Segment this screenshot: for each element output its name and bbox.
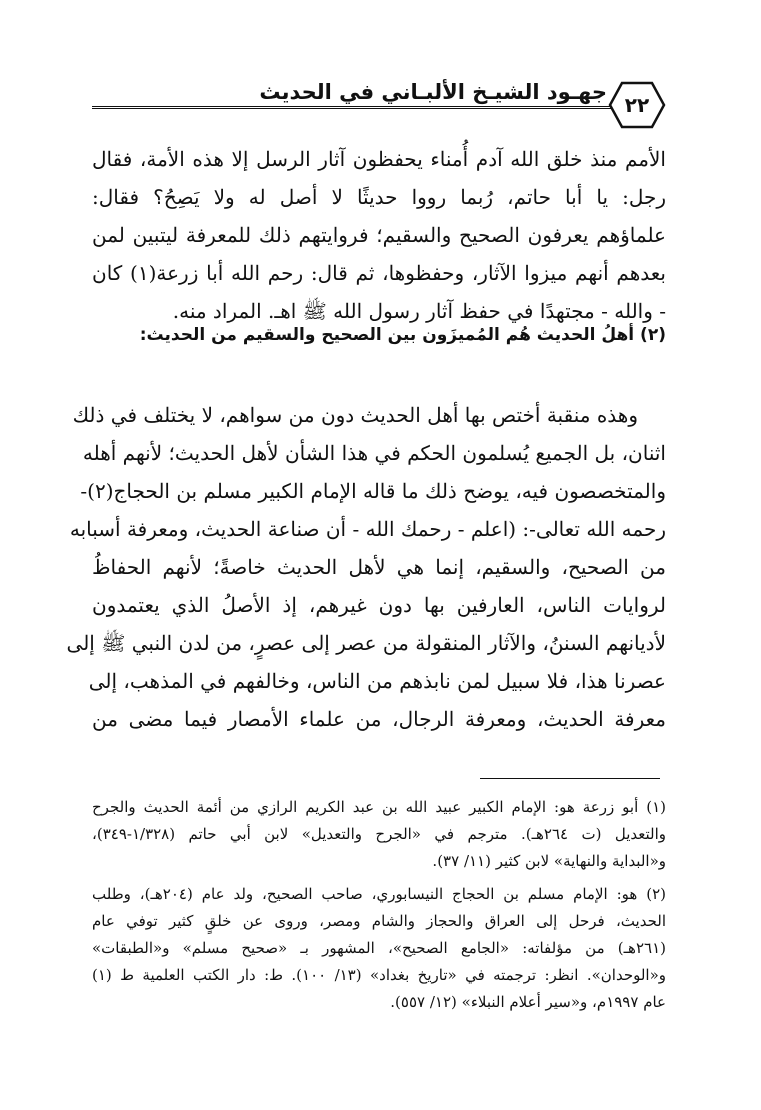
page-number: ٢٢	[624, 93, 650, 117]
paragraph-line: عصرنا هذا، فلا سبيل لمن نابذهم من الناس، وخالفهم في المذهب، إلى	[88, 669, 666, 693]
paragraph-line: من الصحيح، والسقيم، إنما هي لأهل الحديث خاصةً؛ لأنهم الحفاظُ	[92, 555, 666, 579]
paragraph-line: وهذه منقبة أختص بها أهل الحديث دون من سواهم، لا يختلف في ذلك	[72, 403, 638, 427]
paragraph-line: - والله - مجتهدًا في حفظ آثار رسول الله ﷺ اهـ. المراد منه.	[172, 299, 666, 323]
paragraph-line: علماؤهم يعرفون الصحيح والسقيم؛ فروايتهم ذلك للمعرفة ليتبين لمن	[92, 223, 666, 247]
footnotes	[92, 794, 666, 1016]
footnote-line: و«البداية والنهاية» لابن كثير (١١/ ٣٧).	[432, 852, 666, 870]
header-rule	[92, 106, 612, 109]
paragraph-line: لروايات الناس، العارفين بها دون غيرهم، إذ الأصلُ الذي يعتمدون	[92, 593, 666, 617]
footnote-2	[92, 881, 666, 1016]
page-number-badge	[608, 80, 666, 130]
footnote-line: (٢) هو: الإمام مسلم بن الحجاج النيسابوري، صاحب الصحيح، ولد عام (٢٠٤هـ)، وطلب	[92, 885, 666, 903]
paragraph-line: لأديانهم السننُ، والآثار المنقولة من عصر إلى عصرٍ، من لدن النبي ﷺ إلى	[66, 631, 666, 655]
footnote-line: الحديث، فرحل إلى العراق والحجاز والشام ومصر، وروى عن خلقٍ كثير توفي عام	[92, 912, 666, 930]
footnote-1	[92, 794, 666, 875]
paragraph-2	[66, 396, 666, 738]
footnote-separator	[480, 778, 660, 779]
paragraph-line: بعدهم أنهم ميزوا الآثار، وحفظوها، ثم قال: رحم الله أبا زرعة(١) كان	[92, 261, 666, 285]
paragraph-line: رحمه الله تعالى-: (اعلم - رحمك الله - أن صناعة الحديث، ومعرفة أسبابه	[69, 517, 666, 541]
footnote-line: (٢٦١هـ) من مؤلفاته: «الجامع الصحيح»، المشهور بـ «صحيح مسلم» و«الطبقات»	[92, 939, 666, 957]
running-title: جهـود الشيـخ الألبـاني في الحديث	[259, 80, 607, 104]
paragraph-1	[92, 140, 666, 330]
footnote-line: و«الوحدان». انظر: ترجمته في «تاريخ بغداد» (١٣/ ١٠٠). ط: دار الكتب العلمية ط (١)	[92, 966, 666, 984]
paragraph-line: اثنان، بل الجميع يُسلمون الحكم في هذا الشأن لأهل الحديث؛ لأنهم أهله	[82, 441, 666, 465]
footnote-line: والتعديل (ت ٢٦٤هـ). مترجم في «الجرح والتعديل» لابن أبي حاتم (١/٣٢٨-٣٤٩)،	[92, 825, 666, 843]
paragraph-line: الأمم منذ خلق الله آدم أُمناء يحفظون آثار الرسل إلا هذه الأمة، فقال	[92, 147, 666, 171]
paragraph-line: رجل: يا أبا حاتم، رُبما رووا حديثًا لا أصل له ولا يَصِحُ؟ فقال:	[92, 185, 666, 209]
footnote-line: عام ١٩٩٧م، و«سير أعلام النبلاء» (١٢/ ٥٥٧).	[390, 993, 666, 1011]
section-heading: (٢) أهلُ الحديث هُم المُميزَون بين الصحيح والسقيم من الحديث:	[139, 325, 666, 345]
paragraph-line: معرفة الحديث، ومعرفة الرجال، من علماء الأمصار فيما مضى من	[92, 707, 666, 731]
footnote-line: (١) أبو زرعة هو: الإمام الكبير عبيد الله بن عبد الكريم الرازي من أئمة الحديث والجرح	[92, 798, 666, 816]
paragraph-line: والمتخصصون فيه، يوضح ذلك ما قاله الإمام الكبير مسلم بن الحجاج(٢)-	[80, 479, 666, 503]
